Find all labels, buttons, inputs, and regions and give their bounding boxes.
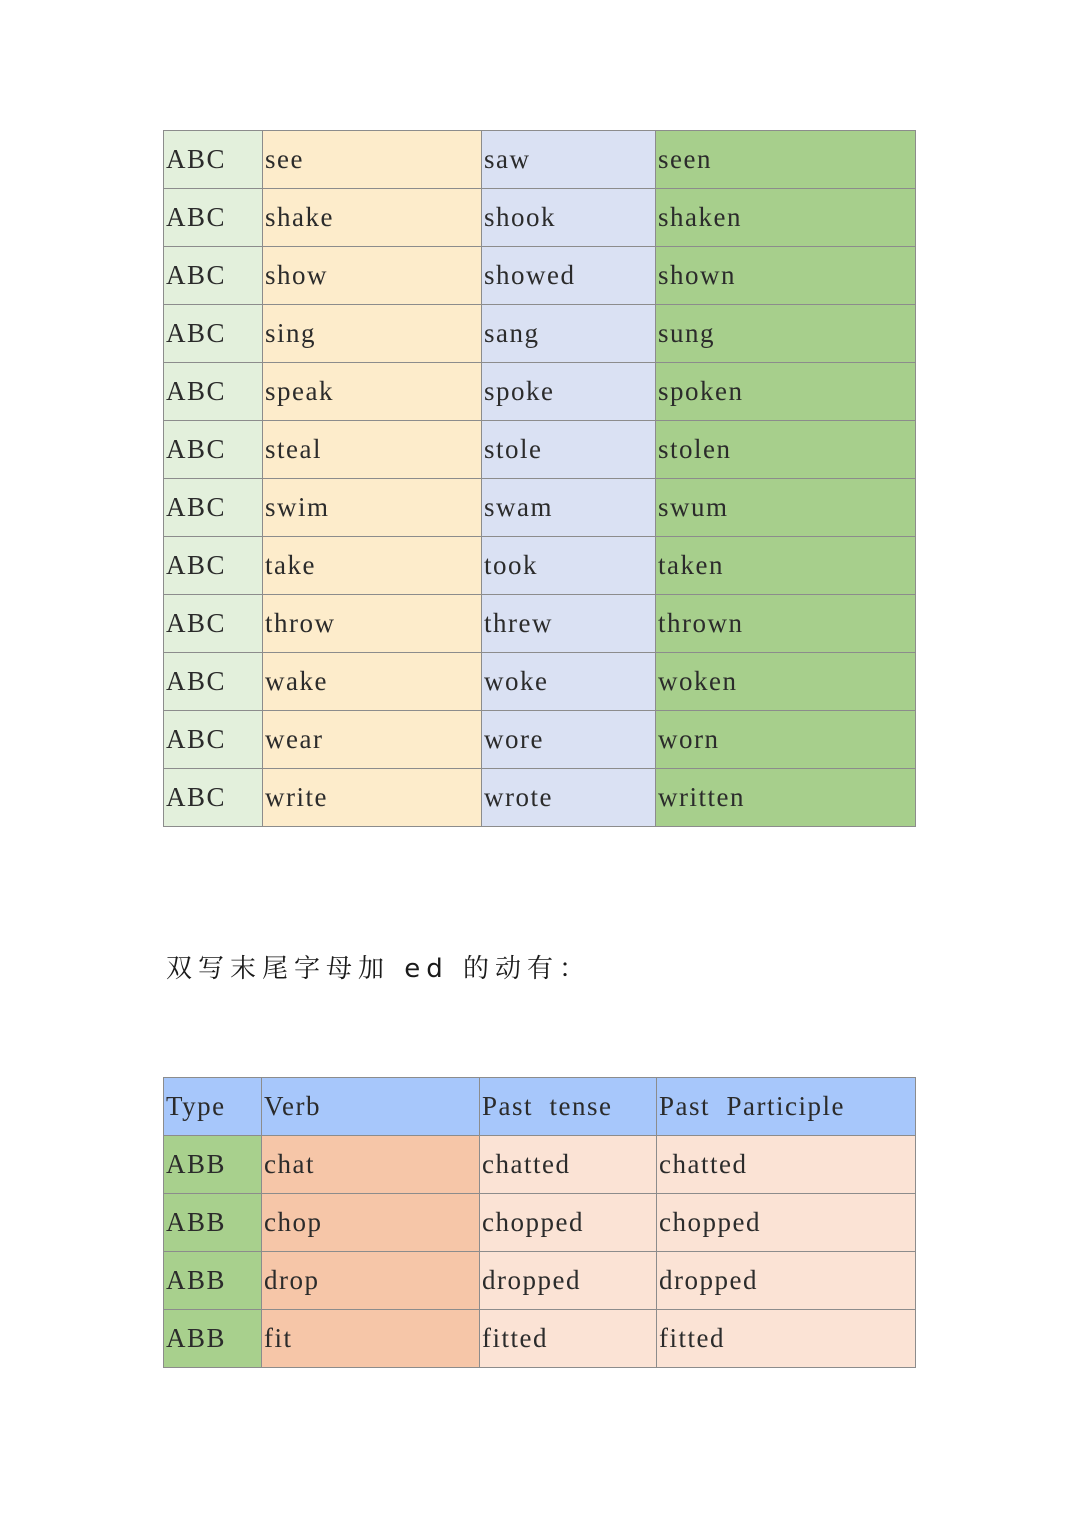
verb-cell: sing <box>263 305 482 363</box>
past-tense-cell: stole <box>482 421 656 479</box>
type-cell: ABB <box>164 1194 262 1252</box>
type-cell: ABC <box>164 421 263 479</box>
past-tense-cell: woke <box>482 653 656 711</box>
type-cell: ABC <box>164 769 263 827</box>
past-tense-cell: swam <box>482 479 656 537</box>
past-tense-cell: sang <box>482 305 656 363</box>
abc-verb-table <box>163 130 916 827</box>
abb-table-row <box>164 1252 916 1310</box>
past-tense-cell: took <box>482 537 656 595</box>
abb-table-row <box>164 1136 916 1194</box>
abc-table-row <box>164 595 916 653</box>
header-row <box>164 1078 916 1136</box>
type-cell: ABC <box>164 653 263 711</box>
past-participle-cell: chopped <box>657 1194 916 1252</box>
verb-cell: drop <box>262 1252 480 1310</box>
verb-cell: chop <box>262 1194 480 1252</box>
past-tense-cell: dropped <box>480 1252 657 1310</box>
past-participle-cell: shaken <box>656 189 916 247</box>
past-participle-cell: written <box>656 769 916 827</box>
header-verb: Verb <box>262 1078 480 1136</box>
abc-table-body <box>164 131 916 827</box>
verb-cell: show <box>263 247 482 305</box>
verb-cell: fit <box>262 1310 480 1368</box>
past-participle-cell: thrown <box>656 595 916 653</box>
past-tense-cell: wrote <box>482 769 656 827</box>
past-participle-cell: worn <box>656 711 916 769</box>
past-tense-cell: fitted <box>480 1310 657 1368</box>
verb-cell: throw <box>263 595 482 653</box>
verb-cell: chat <box>262 1136 480 1194</box>
past-participle-cell: seen <box>656 131 916 189</box>
abb-table-row <box>164 1310 916 1368</box>
past-tense-cell: threw <box>482 595 656 653</box>
header-past-tense: Past tense <box>480 1078 657 1136</box>
abc-table-row <box>164 189 916 247</box>
past-participle-cell: fitted <box>657 1310 916 1368</box>
past-tense-cell: saw <box>482 131 656 189</box>
type-cell: ABC <box>164 305 263 363</box>
verb-cell: wear <box>263 711 482 769</box>
abc-table-row <box>164 421 916 479</box>
past-tense-cell: wore <box>482 711 656 769</box>
verb-cell: write <box>263 769 482 827</box>
verb-cell: swim <box>263 479 482 537</box>
abc-table-row <box>164 653 916 711</box>
type-cell: ABC <box>164 479 263 537</box>
type-cell: ABC <box>164 363 263 421</box>
type-cell: ABC <box>164 711 263 769</box>
verb-cell: speak <box>263 363 482 421</box>
abb-verb-table <box>163 1077 916 1368</box>
verb-cell: wake <box>263 653 482 711</box>
type-cell: ABB <box>164 1252 262 1310</box>
abc-table-row <box>164 479 916 537</box>
type-cell: ABC <box>164 247 263 305</box>
abc-table-row <box>164 537 916 595</box>
verb-cell: shake <box>263 189 482 247</box>
past-tense-cell: chopped <box>480 1194 657 1252</box>
past-participle-cell: sung <box>656 305 916 363</box>
past-participle-cell: spoken <box>656 363 916 421</box>
header-past-participle: Past Participle <box>657 1078 916 1136</box>
type-cell: ABB <box>164 1310 262 1368</box>
past-participle-cell: stolen <box>656 421 916 479</box>
type-cell: ABC <box>164 537 263 595</box>
abc-table-row <box>164 363 916 421</box>
past-participle-cell: shown <box>656 247 916 305</box>
abc-table-row <box>164 131 916 189</box>
type-cell: ABC <box>164 595 263 653</box>
past-participle-cell: swum <box>656 479 916 537</box>
verb-cell: steal <box>263 421 482 479</box>
abc-table-row <box>164 247 916 305</box>
past-tense-cell: showed <box>482 247 656 305</box>
abc-table-row <box>164 305 916 363</box>
abb-table-header <box>164 1078 916 1136</box>
past-participle-cell: taken <box>656 537 916 595</box>
past-participle-cell: chatted <box>657 1136 916 1194</box>
past-tense-cell: spoke <box>482 363 656 421</box>
verb-cell: see <box>263 131 482 189</box>
abb-table-body <box>164 1136 916 1368</box>
verb-cell: take <box>263 537 482 595</box>
type-cell: ABC <box>164 189 263 247</box>
past-tense-cell: shook <box>482 189 656 247</box>
abb-table-row <box>164 1194 916 1252</box>
abc-table-row <box>164 711 916 769</box>
past-participle-cell: dropped <box>657 1252 916 1310</box>
type-cell: ABC <box>164 131 263 189</box>
header-type: Type <box>164 1078 262 1136</box>
past-tense-cell: chatted <box>480 1136 657 1194</box>
type-cell: ABB <box>164 1136 262 1194</box>
past-participle-cell: woken <box>656 653 916 711</box>
section-heading: 双写末尾字母加 ed 的动有： <box>166 954 592 984</box>
abc-table-row <box>164 769 916 827</box>
